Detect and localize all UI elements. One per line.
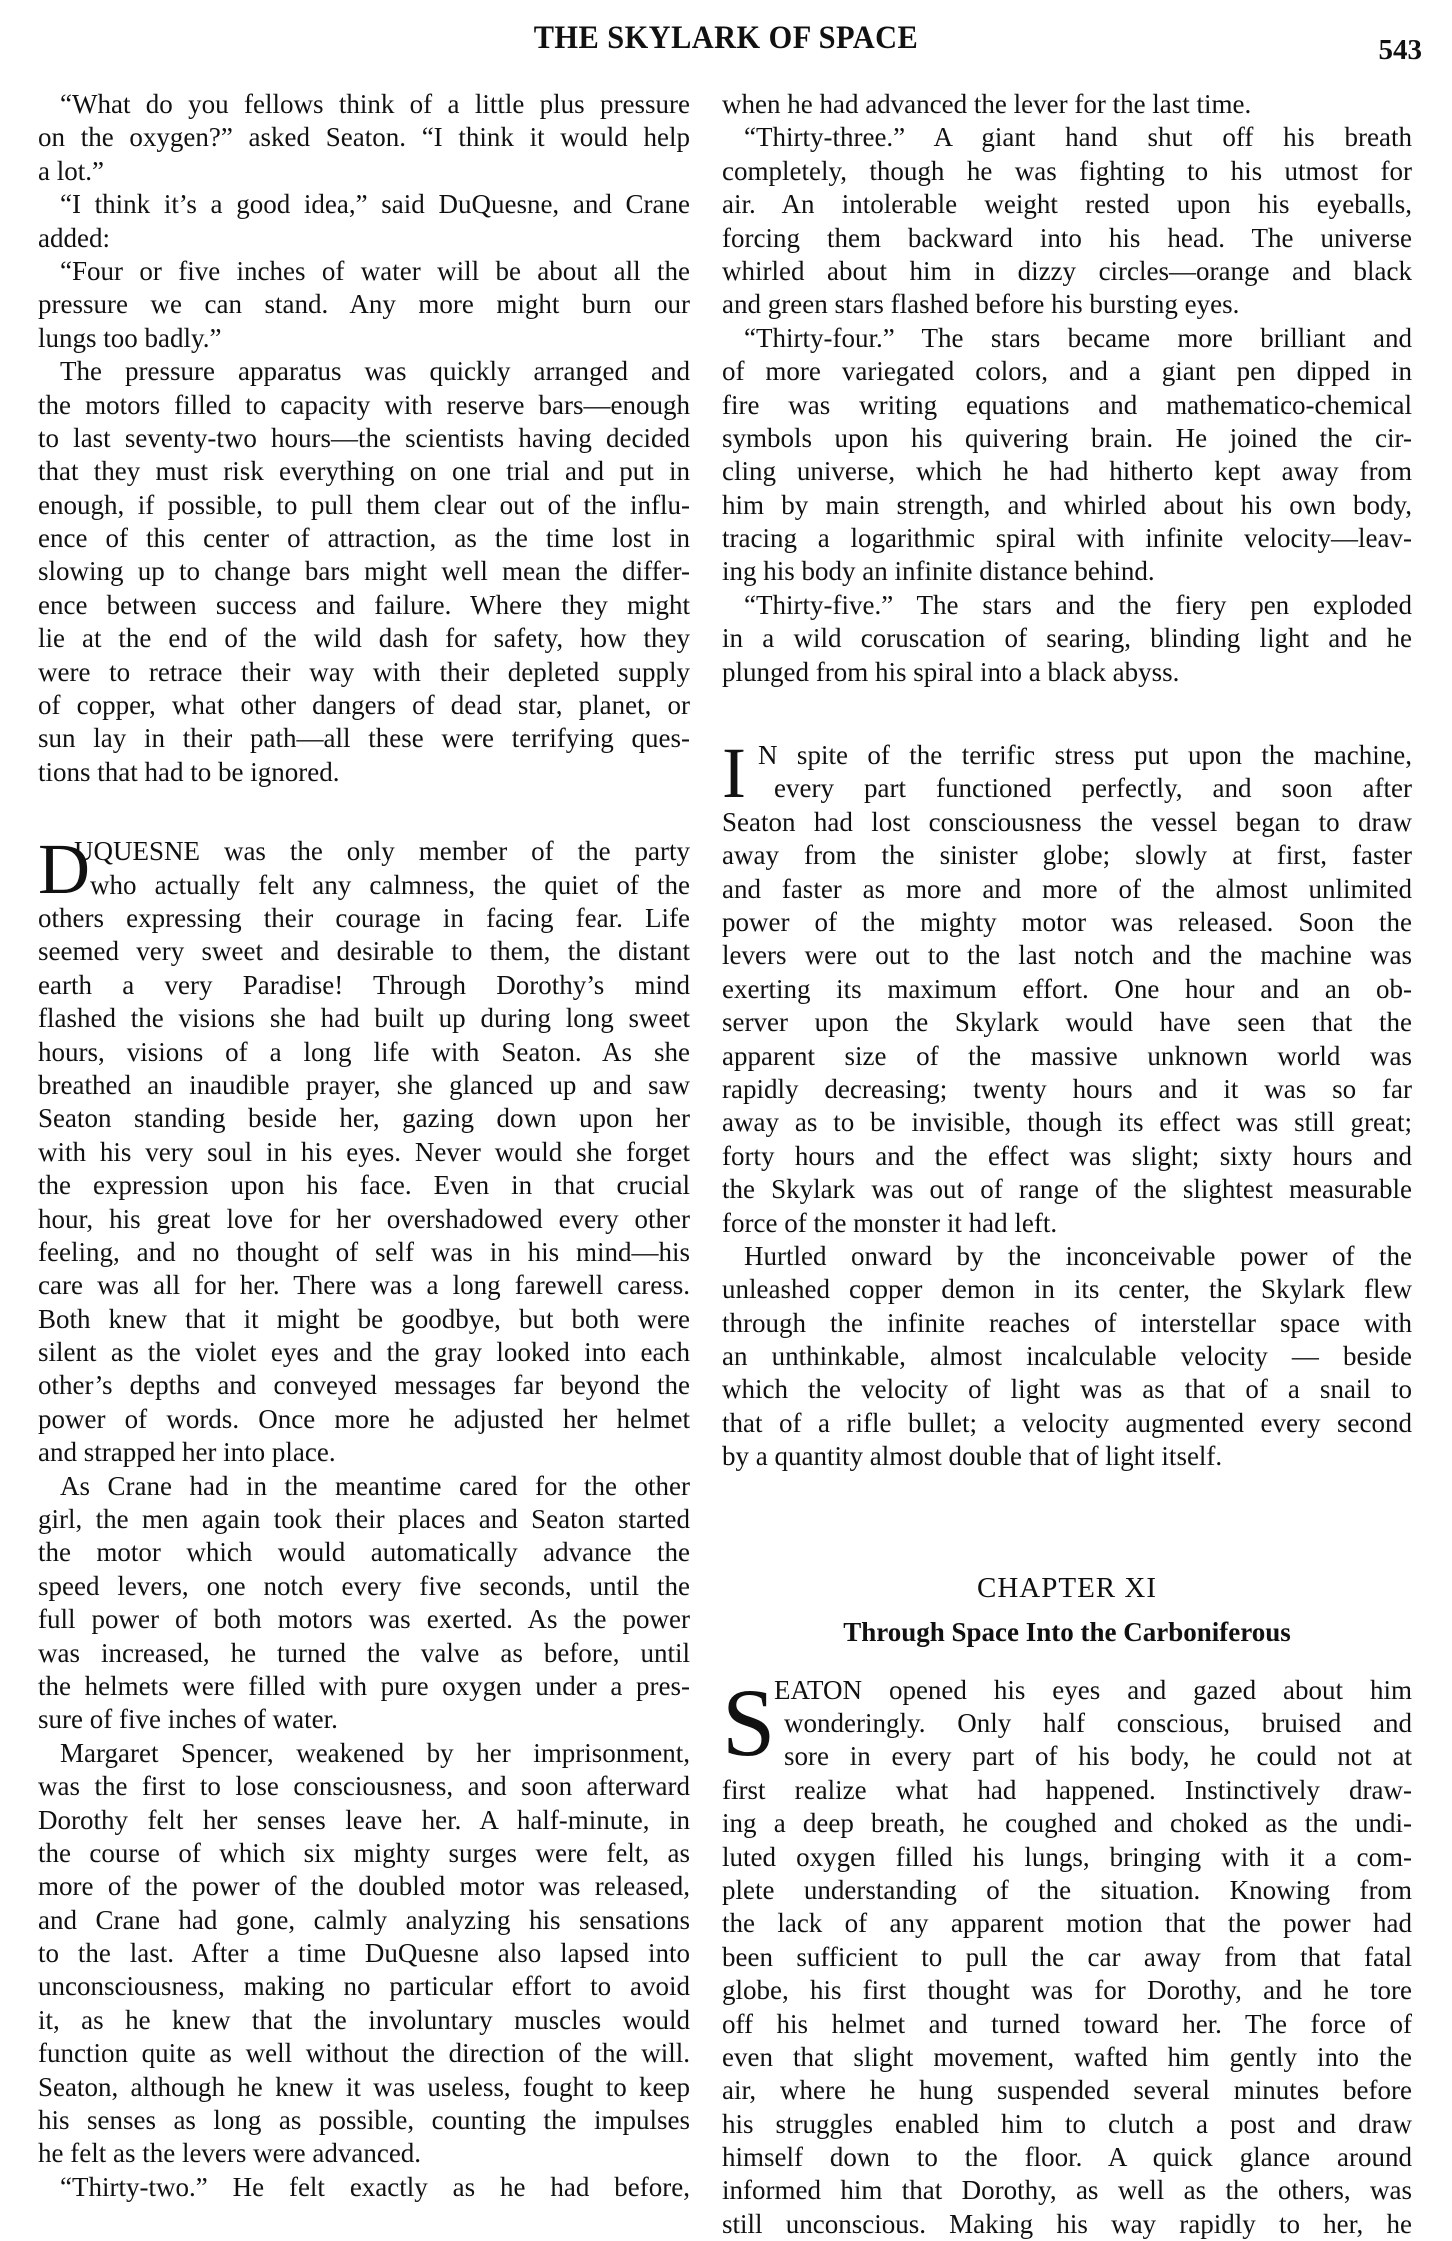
- text-line: off his helmet and turned toward her. The force of: [722, 2008, 1412, 2039]
- text-line: informed him that Dorothy, as well as the others, was: [722, 2175, 1412, 2206]
- text-line: wonderingly. Only half conscious, bruised and: [784, 1708, 1412, 1739]
- text-line: pressure we can stand. Any more might burn our: [38, 289, 690, 320]
- text-line: Margaret Spencer, weakened by her imprisonment,: [60, 1737, 690, 1768]
- text-line: been sufficient to pull the car away from that fatal: [722, 1941, 1412, 1972]
- text-line: slowing up to change bars might well mean the differ-: [38, 556, 690, 587]
- paragraph: [38, 1737, 690, 2171]
- paragraph: [38, 255, 690, 355]
- text-line: himself down to the floor. A quick glance around: [722, 2142, 1412, 2173]
- text-line: server upon the Skylark would have seen that the: [722, 1007, 1412, 1038]
- text-line: who actually felt any calmness, the quiet of the: [90, 869, 690, 900]
- text-line: As Crane had in the meantime cared for the other: [60, 1470, 690, 1501]
- text-line: more of the power of the doubled motor was released,: [38, 1871, 690, 1902]
- text-line: air. An intolerable weight rested upon his eyeballs,: [722, 189, 1412, 220]
- text-line: seemed very sweet and desirable to them, the distant: [38, 936, 690, 967]
- text-line: “Thirty-four.” The stars became more brilliant and: [744, 322, 1412, 353]
- text-line: Seaton, although he knew it was useless, fought to keep: [38, 2071, 690, 2102]
- section-in-spite: [722, 733, 1412, 814]
- text-line: hours, visions of a long life with Seaton. As she: [38, 1036, 690, 1067]
- text-line: of copper, what other dangers of dead star, planet, or: [38, 690, 690, 721]
- text-line: plunged from his spiral into a black abyss.: [722, 656, 1180, 687]
- paragraph: [38, 88, 690, 188]
- text-line: “What do you fellows think of a little plus pressure: [60, 89, 690, 119]
- text-line: N spite of the terrific stress put upon the machine,: [758, 740, 1412, 771]
- text-line: and strapped her into place.: [38, 1437, 336, 1468]
- text-line: every part functioned perfectly, and soon after: [774, 773, 1412, 804]
- text-line: his struggles enabled him to clutch a post and draw: [722, 2108, 1412, 2139]
- text-line: away from the sinister globe; slowly at first, faster: [722, 840, 1412, 871]
- text-line: sore in every part of his body, he could not at: [784, 1741, 1412, 1772]
- text-line: the helmets were filled with pure oxygen under a pres-: [38, 1670, 690, 1701]
- section-break: [722, 689, 1412, 739]
- text-line: cling universe, which he had hitherto kept away from: [722, 456, 1412, 487]
- text-line: unleashed copper demon in its center, the Skylark flew: [722, 1274, 1412, 1305]
- text-line: tions that had to be ignored.: [38, 756, 340, 787]
- text-line: function quite as well without the direction of the will.: [38, 2038, 690, 2069]
- text-line: and green stars flashed before his bursting eyes.: [722, 289, 1240, 320]
- page-header: [0, 16, 1452, 66]
- paragraph: [722, 121, 1412, 321]
- text-line: his senses as long as possible, counting the impulses: [38, 2105, 690, 2136]
- text-line: ing his body an infinite distance behind.: [722, 556, 1155, 587]
- paragraph: [38, 2171, 690, 2204]
- text-line: “Thirty-two.” He felt exactly as he had before,: [60, 2171, 690, 2202]
- text-line: a lot.”: [38, 155, 104, 186]
- text-line: the Skylark was out of range of the slightest measurable: [722, 1174, 1412, 1205]
- text-line: he felt as the levers were advanced.: [38, 2138, 422, 2169]
- text-line: earth a very Paradise! Through Dorothy’s mind: [38, 969, 690, 1000]
- section-seaton: [722, 1668, 1412, 1776]
- text-line: it, as he knew that the involuntary muscles would: [38, 2004, 690, 2035]
- text-line: silent as the violet eyes and the gray looked into each: [38, 1337, 690, 1368]
- text-line: The pressure apparatus was quickly arranged and: [60, 356, 690, 387]
- text-line: Hurtled onward by the inconceivable power of the: [744, 1240, 1412, 1271]
- paragraph: [722, 806, 1412, 1240]
- text-line: apparent size of the massive unknown world was: [722, 1040, 1412, 1071]
- chapter-break: [722, 1474, 1412, 1564]
- text-line: other’s depths and conveyed messages far beyond the: [38, 1370, 690, 1401]
- drop-cap: I: [722, 733, 746, 814]
- drop-cap: S: [722, 1668, 776, 1776]
- text-line: the course of which six mighty surges were felt, as: [38, 1837, 690, 1868]
- chapter-number: CHAPTER XI: [977, 1571, 1157, 1604]
- text-line: sure of five inches of water.: [38, 1704, 338, 1735]
- section-break: [38, 789, 690, 835]
- text-line: ence between success and failure. Where they might: [38, 589, 690, 620]
- paragraph: [722, 1774, 1412, 2241]
- text-line: forcing them backward into his head. The universe: [722, 222, 1412, 253]
- text-line: care was all for her. There was a long farewell caress.: [38, 1270, 690, 1301]
- text-line: lungs too badly.”: [38, 322, 222, 353]
- left-column: [38, 88, 690, 2204]
- text-line: was increased, he turned the valve as before, until: [38, 1637, 690, 1668]
- text-line: of more variegated colors, and a giant pen dipped in: [722, 356, 1412, 387]
- text-line: flashed the visions she had built up during long sweet: [38, 1003, 690, 1034]
- text-line: first realize what had happened. Instinctively draw-: [722, 1774, 1412, 1805]
- text-line: an unthinkable, almost incalculable velocity — beside: [722, 1341, 1412, 1372]
- text-line: was the first to lose consciousness, and soon afterward: [38, 1771, 690, 1802]
- right-column: [722, 88, 1412, 2241]
- text-line: the motor which would automatically advance the: [38, 1537, 690, 1568]
- text-line: exerting its maximum effort. One hour and an ob-: [722, 973, 1412, 1004]
- drop-cap: D: [38, 829, 90, 910]
- paragraph: [722, 322, 1412, 589]
- text-line: lie at the end of the wild dash for safety, how they: [38, 623, 690, 654]
- text-line: even that slight movement, wafted him gently into the: [722, 2041, 1412, 2072]
- text-line: power of the mighty motor was released. Soon the: [722, 906, 1412, 937]
- text-line: force of the monster it had left.: [722, 1207, 1058, 1238]
- text-line: hour, his great love for her overshadowed every other: [38, 1203, 690, 1234]
- text-line: on the oxygen?” asked Seaton. “I think it would help: [38, 122, 690, 153]
- text-line: Seaton had lost consciousness the vessel began to draw: [722, 806, 1412, 837]
- paragraph: [722, 1240, 1412, 1474]
- text-line: that they must risk everything on one trial and put in: [38, 456, 690, 487]
- text-line: that of a rifle bullet; a velocity augmented every second: [722, 1407, 1412, 1438]
- text-line: away as to be invisible, though its effect was still great;: [722, 1107, 1412, 1138]
- text-line: speed levers, one notch every five seconds, until the: [38, 1570, 690, 1601]
- paragraph: [722, 589, 1412, 689]
- text-line: Seaton standing beside her, gazing down upon her: [38, 1103, 690, 1134]
- text-line: plete understanding of the situation. Knowing from: [722, 1874, 1412, 1905]
- text-line: rapidly decreasing; twenty hours and it was so far: [722, 1073, 1412, 1104]
- running-title: THE SKYLARK OF SPACE: [533, 20, 919, 56]
- text-line: to the last. After a time DuQuesne also lapsed into: [38, 1938, 690, 1969]
- paragraph: [38, 1470, 690, 1737]
- page-number: 543: [1378, 34, 1422, 66]
- text-line: levers were out to the last notch and the machine was: [722, 940, 1412, 971]
- paragraph: [38, 355, 690, 789]
- text-line: full power of both motors was exerted. As the power: [38, 1604, 690, 1635]
- text-line: unconsciousness, making no particular effort to avoid: [38, 1971, 690, 2002]
- section-break: [722, 1652, 1412, 1674]
- text-line: when he had advanced the lever for the last time.: [722, 89, 1252, 119]
- text-line: completely, though he was fighting to his utmost for: [722, 155, 1412, 186]
- text-line: “Thirty-five.” The stars and the fiery pen exploded: [744, 589, 1412, 620]
- text-line: UQUESNE was the only member of the party: [74, 836, 690, 867]
- text-line: whirled about him in dizzy circles—orange and black: [722, 255, 1412, 286]
- paragraph: [38, 902, 690, 1470]
- text-line: the lack of any apparent motion that the power had: [722, 1908, 1412, 1939]
- text-line: “I think it’s a good idea,” said DuQuesne, and Crane: [60, 189, 690, 220]
- text-line: Both knew that it might be goodbye, but both were: [38, 1303, 690, 1334]
- paragraph: [38, 188, 690, 255]
- text-line: air, where he hung suspended several minutes before: [722, 2075, 1412, 2106]
- text-line: still unconscious. Making his way rapidly to her, he: [722, 2208, 1412, 2239]
- text-line: “Thirty-three.” A giant hand shut off his breath: [744, 122, 1412, 153]
- text-line: with his very soul in his eyes. Never would she forget: [38, 1136, 690, 1167]
- text-line: EATON opened his eyes and gazed about him: [774, 1674, 1412, 1705]
- text-line: and Crane had gone, calmly analyzing his sensations: [38, 1904, 690, 1935]
- chapter-title: Through Space Into the Carboniferous: [843, 1616, 1291, 1647]
- text-line: symbols upon his quivering brain. He joined the cir-: [722, 422, 1412, 453]
- text-line: the expression upon his face. Even in that crucial: [38, 1170, 690, 1201]
- chapter-heading: [722, 1564, 1412, 1652]
- text-line: added:: [38, 222, 110, 253]
- text-line: breathed an inaudible prayer, she glanced up and saw: [38, 1069, 690, 1100]
- text-line: and faster as more and more of the almost unlimited: [722, 873, 1412, 904]
- text-line: fire was writing equations and mathematico-chemical: [722, 389, 1412, 420]
- text-line: enough, if possible, to pull them clear out of the influ-: [38, 489, 690, 520]
- text-line: “Four or five inches of water will be about all the: [60, 255, 690, 286]
- text-line: through the infinite reaches of interstellar space with: [722, 1307, 1412, 1338]
- text-line: ence of this center of attraction, as the time lost in: [38, 523, 690, 554]
- text-line: feeling, and no thought of self was in his mind—his: [38, 1236, 690, 1267]
- text-line: globe, his first thought was for Dorothy, and he tore: [722, 1975, 1412, 2006]
- text-line: tracing a logarithmic spiral with infinite velocity—leav-: [722, 523, 1412, 554]
- text-line: which the velocity of light was as that of a snail to: [722, 1374, 1412, 1405]
- text-line: girl, the men again took their places and Seaton started: [38, 1504, 690, 1535]
- text-line: sun lay in their path—all these were terrifying ques-: [38, 723, 690, 754]
- section-duquesne: [38, 829, 690, 910]
- text-line: power of words. Once more he adjusted her helmet: [38, 1403, 690, 1434]
- text-line: ing a deep breath, he coughed and choked as the undi-: [722, 1808, 1412, 1839]
- text-line: forty hours and the effect was slight; sixty hours and: [722, 1140, 1412, 1171]
- text-line: in a wild coruscation of searing, blinding light and he: [722, 623, 1412, 654]
- text-line: Dorothy felt her senses leave her. A half-minute, in: [38, 1804, 690, 1835]
- text-line: others expressing their courage in facing fear. Life: [38, 902, 690, 933]
- text-line: luted oxygen filled his lungs, bringing with it a com-: [722, 1841, 1412, 1872]
- text-line: were to retrace their way with their depleted supply: [38, 656, 690, 687]
- text-line: to last seventy-two hours—the scientists having decided: [38, 422, 690, 453]
- text-line: him by main strength, and whirled about his own body,: [722, 489, 1412, 520]
- paragraph: [722, 88, 1412, 121]
- text-line: the motors filled to capacity with reserve bars—enough: [38, 389, 690, 420]
- text-line: by a quantity almost double that of light itself.: [722, 1441, 1223, 1472]
